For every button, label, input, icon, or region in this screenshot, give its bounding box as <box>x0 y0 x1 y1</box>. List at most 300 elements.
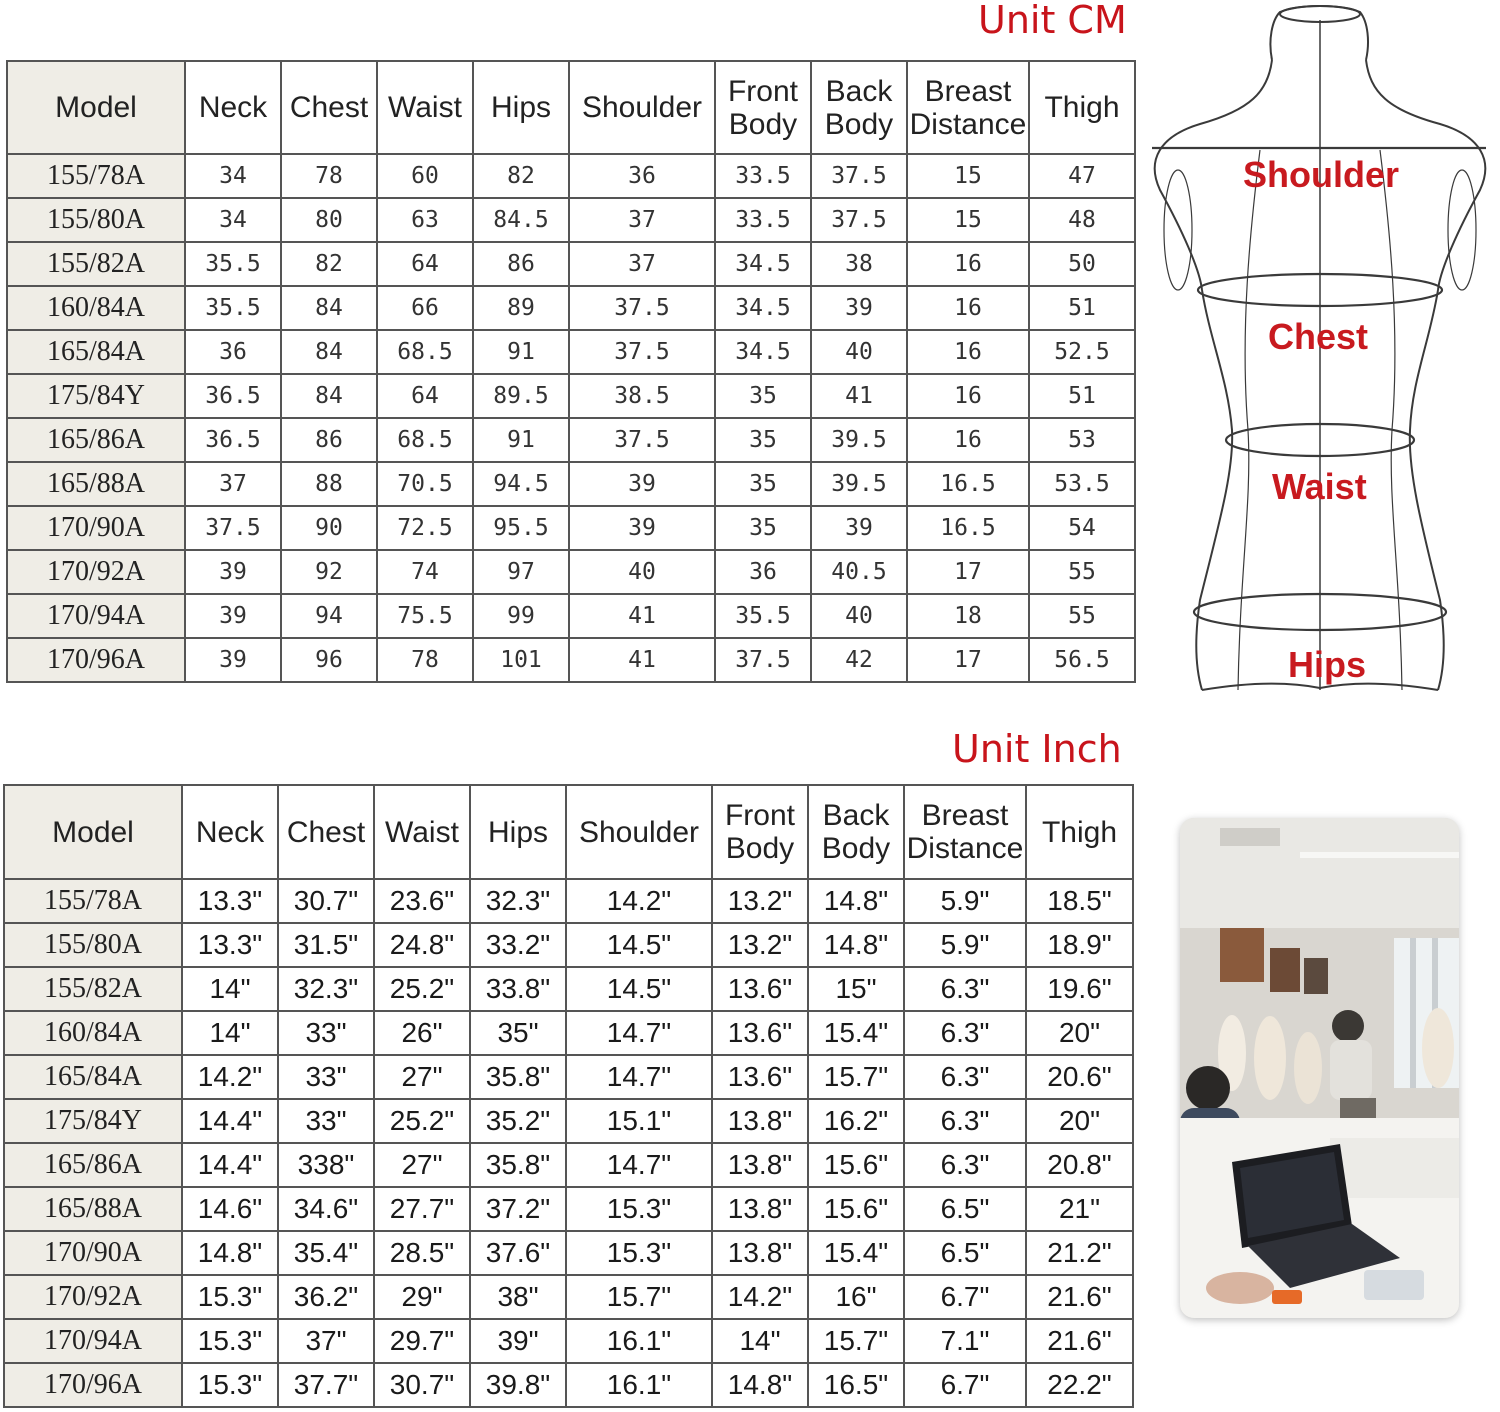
measurement-cell: 37 <box>569 198 715 242</box>
measurement-cell: 5.9" <box>904 879 1026 923</box>
measurement-cell: 64 <box>377 374 473 418</box>
measurement-cell: 35 <box>715 374 811 418</box>
workshop-photo <box>1180 818 1459 1318</box>
measurement-cell: 14" <box>712 1319 808 1363</box>
table-row <box>7 594 1135 638</box>
model-cell: 170/90A <box>4 1231 182 1275</box>
measurement-cell: 39 <box>185 638 281 682</box>
measurement-cell: 16.2" <box>808 1099 904 1143</box>
header-breast-distance-line2: Distance <box>906 832 1024 865</box>
measurement-cell: 66 <box>377 286 473 330</box>
header-waist: Waist <box>377 61 473 154</box>
measurement-cell: 95.5 <box>473 506 569 550</box>
measurement-cell: 32.3" <box>470 879 566 923</box>
header-model: Model <box>7 61 185 154</box>
measurement-cell: 16 <box>907 418 1029 462</box>
table-row <box>7 154 1135 198</box>
size-table-inch <box>3 784 1134 1408</box>
header-shoulder: Shoulder <box>566 785 712 879</box>
measurement-cell: 16.5 <box>907 506 1029 550</box>
measurement-cell: 35.5 <box>715 594 811 638</box>
model-cell: 170/92A <box>7 550 185 594</box>
table-row <box>7 506 1135 550</box>
header-thigh: Thigh <box>1029 61 1135 154</box>
measurement-cell: 20.6" <box>1026 1055 1133 1099</box>
model-cell: 155/78A <box>7 154 185 198</box>
measurement-cell: 34 <box>185 198 281 242</box>
measurement-cell: 40 <box>811 594 907 638</box>
measurement-cell: 6.3" <box>904 1055 1026 1099</box>
table-row <box>4 1011 1133 1055</box>
measurement-cell: 74 <box>377 550 473 594</box>
measurement-cell: 39.8" <box>470 1363 566 1407</box>
measurement-cell: 14.7" <box>566 1055 712 1099</box>
measurement-cell: 33" <box>278 1011 374 1055</box>
measurement-cell: 48 <box>1029 198 1135 242</box>
measurement-cell: 37.5 <box>185 506 281 550</box>
header-hips: Hips <box>470 785 566 879</box>
measurement-cell: 23.6" <box>374 879 470 923</box>
table-row <box>7 462 1135 506</box>
model-cell: 155/80A <box>7 198 185 242</box>
measurement-cell: 33.2" <box>470 923 566 967</box>
measurement-cell: 31.5" <box>278 923 374 967</box>
measurement-cell: 14.8" <box>808 879 904 923</box>
measurement-cell: 14.8" <box>182 1231 278 1275</box>
mannequin-label-shoulder: Shoulder <box>1243 154 1400 195</box>
measurement-cell: 39" <box>470 1319 566 1363</box>
model-cell: 170/92A <box>4 1275 182 1319</box>
measurement-cell: 52.5 <box>1029 330 1135 374</box>
measurement-cell: 27" <box>374 1143 470 1187</box>
measurement-cell: 39.5 <box>811 418 907 462</box>
measurement-cell: 30.7" <box>374 1363 470 1407</box>
model-cell: 170/90A <box>7 506 185 550</box>
measurement-cell: 63 <box>377 198 473 242</box>
measurement-cell: 97 <box>473 550 569 594</box>
header-front-body-line1: Front <box>727 74 799 108</box>
header-waist: Waist <box>374 785 470 879</box>
measurement-cell: 37.5 <box>811 198 907 242</box>
measurement-cell: 35.2" <box>470 1099 566 1143</box>
measurement-cell: 13.8" <box>712 1143 808 1187</box>
table-row <box>7 374 1135 418</box>
measurement-cell: 17 <box>907 638 1029 682</box>
measurement-cell: 37.5 <box>811 154 907 198</box>
table-header-row <box>4 785 1133 879</box>
measurement-cell: 51 <box>1029 286 1135 330</box>
measurement-cell: 15.3" <box>566 1231 712 1275</box>
measurement-cell: 338" <box>278 1143 374 1187</box>
measurement-cell: 16 <box>907 374 1029 418</box>
table-row <box>4 1363 1133 1407</box>
measurement-cell: 14" <box>182 967 278 1011</box>
measurement-cell: 18.9" <box>1026 923 1133 967</box>
measurement-cell: 96 <box>281 638 377 682</box>
measurement-cell: 25.2" <box>374 1099 470 1143</box>
measurement-cell: 35.8" <box>470 1143 566 1187</box>
header-front-body <box>712 785 808 879</box>
measurement-cell: 6.3" <box>904 1143 1026 1187</box>
measurement-cell: 20.8" <box>1026 1143 1133 1187</box>
measurement-cell: 35 <box>715 506 811 550</box>
measurement-cell: 14.4" <box>182 1099 278 1143</box>
table-row <box>4 1187 1133 1231</box>
measurement-cell: 36 <box>569 154 715 198</box>
table-row <box>7 418 1135 462</box>
measurement-cell: 21.6" <box>1026 1319 1133 1363</box>
table-row <box>7 330 1135 374</box>
measurement-cell: 37.2" <box>470 1187 566 1231</box>
measurement-cell: 34.5 <box>715 330 811 374</box>
measurement-cell: 68.5 <box>377 330 473 374</box>
table-row <box>4 1231 1133 1275</box>
measurement-cell: 15.3" <box>566 1187 712 1231</box>
measurement-cell: 13.6" <box>712 1055 808 1099</box>
measurement-cell: 41 <box>569 638 715 682</box>
measurement-cell: 33.5 <box>715 154 811 198</box>
measurement-cell: 13.6" <box>712 1011 808 1055</box>
measurement-cell: 39 <box>811 286 907 330</box>
measurement-cell: 13.6" <box>712 967 808 1011</box>
header-breast-distance <box>907 61 1029 154</box>
header-front-body-line2: Body <box>725 832 795 865</box>
header-front-body-line1: Front <box>724 799 796 832</box>
measurement-cell: 40 <box>811 330 907 374</box>
measurement-cell: 89 <box>473 286 569 330</box>
measurement-cell: 18 <box>907 594 1029 638</box>
mannequin-label-chest: Chest <box>1268 316 1369 357</box>
measurement-cell: 30.7" <box>278 879 374 923</box>
model-cell: 170/94A <box>4 1319 182 1363</box>
measurement-cell: 27.7" <box>374 1187 470 1231</box>
table-body-cm <box>7 154 1135 682</box>
measurement-cell: 40.5 <box>811 550 907 594</box>
measurement-cell: 24.8" <box>374 923 470 967</box>
measurement-cell: 36.5 <box>185 374 281 418</box>
header-neck: Neck <box>182 785 278 879</box>
table-row <box>4 967 1133 1011</box>
measurement-cell: 51 <box>1029 374 1135 418</box>
measurement-cell: 37.5 <box>569 286 715 330</box>
measurement-cell: 18.5" <box>1026 879 1133 923</box>
measurement-cell: 15 <box>907 154 1029 198</box>
table-row <box>7 550 1135 594</box>
measurement-cell: 16.1" <box>566 1319 712 1363</box>
measurement-cell: 37.5 <box>569 418 715 462</box>
measurement-cell: 56.5 <box>1029 638 1135 682</box>
measurement-cell: 13.3" <box>182 879 278 923</box>
header-breast-distance-line2: Distance <box>909 107 1027 141</box>
measurement-cell: 19.6" <box>1026 967 1133 1011</box>
measurement-cell: 47 <box>1029 154 1135 198</box>
measurement-cell: 37.5 <box>569 330 715 374</box>
measurement-cell: 16 <box>907 286 1029 330</box>
header-front-body-line2: Body <box>728 107 798 141</box>
measurement-cell: 33.8" <box>470 967 566 1011</box>
mannequin-label-waist: Waist <box>1272 466 1367 507</box>
measurement-cell: 16 <box>907 242 1029 286</box>
measurement-cell: 16.5 <box>907 462 1029 506</box>
measurement-cell: 25.2" <box>374 967 470 1011</box>
measurement-cell: 39 <box>811 506 907 550</box>
measurement-cell: 84 <box>281 330 377 374</box>
measurement-cell: 15.3" <box>182 1319 278 1363</box>
table-row <box>7 198 1135 242</box>
measurement-cell: 14.7" <box>566 1143 712 1187</box>
measurement-cell: 92 <box>281 550 377 594</box>
measurement-cell: 14.4" <box>182 1143 278 1187</box>
unit-cm-title: Unit CM <box>978 0 1127 42</box>
table-row <box>7 638 1135 682</box>
table-row <box>4 1055 1133 1099</box>
measurement-cell: 6.3" <box>904 1099 1026 1143</box>
measurement-cell: 86 <box>473 242 569 286</box>
model-cell: 155/78A <box>4 879 182 923</box>
model-cell: 155/82A <box>4 967 182 1011</box>
measurement-cell: 16.5" <box>808 1363 904 1407</box>
measurement-cell: 32.3" <box>278 967 374 1011</box>
model-cell: 165/88A <box>4 1187 182 1231</box>
header-shoulder: Shoulder <box>569 61 715 154</box>
measurement-cell: 14.2" <box>566 879 712 923</box>
header-back-body-line1: Back <box>825 74 893 108</box>
model-cell: 155/82A <box>7 242 185 286</box>
measurement-cell: 20" <box>1026 1099 1133 1143</box>
measurement-cell: 37" <box>278 1319 374 1363</box>
measurement-cell: 80 <box>281 198 377 242</box>
measurement-cell: 29" <box>374 1275 470 1319</box>
measurement-cell: 41 <box>811 374 907 418</box>
model-cell: 165/86A <box>7 418 185 462</box>
measurement-cell: 21" <box>1026 1187 1133 1231</box>
model-cell: 175/84Y <box>4 1099 182 1143</box>
measurement-cell: 35.5 <box>185 286 281 330</box>
measurement-cell: 34 <box>185 154 281 198</box>
header-model: Model <box>4 785 182 879</box>
measurement-cell: 37 <box>569 242 715 286</box>
measurement-cell: 94 <box>281 594 377 638</box>
table-header-row <box>7 61 1135 154</box>
measurement-cell: 13.2" <box>712 923 808 967</box>
measurement-cell: 39 <box>569 506 715 550</box>
model-cell: 170/96A <box>7 638 185 682</box>
measurement-cell: 35.5 <box>185 242 281 286</box>
measurement-cell: 70.5 <box>377 462 473 506</box>
measurement-cell: 6.5" <box>904 1231 1026 1275</box>
measurement-cell: 14.5" <box>566 923 712 967</box>
measurement-cell: 35 <box>715 418 811 462</box>
header-hips: Hips <box>473 61 569 154</box>
measurement-cell: 64 <box>377 242 473 286</box>
header-back-body-line2: Body <box>824 107 894 141</box>
header-breast-distance <box>904 785 1026 879</box>
measurement-cell: 7.1" <box>904 1319 1026 1363</box>
measurement-cell: 15.3" <box>182 1275 278 1319</box>
measurement-cell: 91 <box>473 418 569 462</box>
measurement-cell: 14.8" <box>808 923 904 967</box>
measurement-cell: 78 <box>377 638 473 682</box>
measurement-cell: 15.3" <box>182 1363 278 1407</box>
size-table-cm <box>6 60 1136 683</box>
measurement-cell: 55 <box>1029 594 1135 638</box>
model-cell: 170/96A <box>4 1363 182 1407</box>
measurement-cell: 6.3" <box>904 1011 1026 1055</box>
measurement-cell: 94.5 <box>473 462 569 506</box>
measurement-cell: 37.5 <box>715 638 811 682</box>
measurement-cell: 29.7" <box>374 1319 470 1363</box>
table-row <box>7 242 1135 286</box>
measurement-cell: 101 <box>473 638 569 682</box>
measurement-cell: 90 <box>281 506 377 550</box>
model-cell: 160/84A <box>4 1011 182 1055</box>
measurement-cell: 14.7" <box>566 1011 712 1055</box>
measurement-cell: 14.2" <box>182 1055 278 1099</box>
table-row <box>4 1099 1133 1143</box>
model-cell: 165/84A <box>4 1055 182 1099</box>
measurement-cell: 35 <box>715 462 811 506</box>
model-cell: 165/84A <box>7 330 185 374</box>
measurement-cell: 36.2" <box>278 1275 374 1319</box>
measurement-cell: 15.7" <box>808 1319 904 1363</box>
measurement-cell: 78 <box>281 154 377 198</box>
measurement-cell: 14.6" <box>182 1187 278 1231</box>
measurement-cell: 13.2" <box>712 879 808 923</box>
header-back-body <box>811 61 907 154</box>
measurement-cell: 39 <box>185 550 281 594</box>
measurement-cell: 15" <box>808 967 904 1011</box>
measurement-cell: 37.6" <box>470 1231 566 1275</box>
measurement-cell: 28.5" <box>374 1231 470 1275</box>
measurement-cell: 14.5" <box>566 967 712 1011</box>
measurement-cell: 89.5 <box>473 374 569 418</box>
mannequin-label-hips: Hips <box>1288 644 1367 685</box>
measurement-cell: 68.5 <box>377 418 473 462</box>
measurement-cell: 15.4" <box>808 1011 904 1055</box>
measurement-cell: 88 <box>281 462 377 506</box>
measurement-cell: 27" <box>374 1055 470 1099</box>
measurement-cell: 39 <box>569 462 715 506</box>
measurement-cell: 22.2" <box>1026 1363 1133 1407</box>
model-cell: 155/80A <box>4 923 182 967</box>
measurement-cell: 40 <box>569 550 715 594</box>
measurement-cell: 21.6" <box>1026 1275 1133 1319</box>
measurement-cell: 36.5 <box>185 418 281 462</box>
table-row <box>4 1275 1133 1319</box>
measurement-cell: 13.8" <box>712 1231 808 1275</box>
unit-inch-title: Unit Inch <box>952 727 1122 771</box>
measurement-cell: 33" <box>278 1055 374 1099</box>
measurement-cell: 20" <box>1026 1011 1133 1055</box>
measurement-cell: 41 <box>569 594 715 638</box>
header-back-body <box>808 785 904 879</box>
measurement-cell: 14.8" <box>712 1363 808 1407</box>
model-cell: 175/84Y <box>7 374 185 418</box>
model-cell: 170/94A <box>7 594 185 638</box>
measurement-cell: 15.1" <box>566 1099 712 1143</box>
measurement-cell: 35.8" <box>470 1055 566 1099</box>
measurement-cell: 35" <box>470 1011 566 1055</box>
measurement-cell: 53.5 <box>1029 462 1135 506</box>
model-cell: 165/86A <box>4 1143 182 1187</box>
header-neck: Neck <box>185 61 281 154</box>
model-cell: 160/84A <box>7 286 185 330</box>
measurement-cell: 15.7" <box>808 1055 904 1099</box>
measurement-cell: 34.5 <box>715 242 811 286</box>
measurement-cell: 55 <box>1029 550 1135 594</box>
table-row <box>4 1143 1133 1187</box>
measurement-cell: 6.7" <box>904 1275 1026 1319</box>
header-back-body-line2: Body <box>821 832 891 865</box>
measurement-cell: 91 <box>473 330 569 374</box>
measurement-cell: 54 <box>1029 506 1135 550</box>
table-row <box>4 879 1133 923</box>
measurement-cell: 26" <box>374 1011 470 1055</box>
measurement-cell: 36 <box>185 330 281 374</box>
measurement-cell: 35.4" <box>278 1231 374 1275</box>
measurement-cell: 84.5 <box>473 198 569 242</box>
measurement-cell: 50 <box>1029 242 1135 286</box>
measurement-cell: 13.8" <box>712 1187 808 1231</box>
measurement-cell: 53 <box>1029 418 1135 462</box>
measurement-cell: 34.6" <box>278 1187 374 1231</box>
measurement-cell: 37.7" <box>278 1363 374 1407</box>
measurement-cell: 6.3" <box>904 967 1026 1011</box>
table-body-inch <box>4 879 1133 1407</box>
header-front-body <box>715 61 811 154</box>
measurement-cell: 84 <box>281 286 377 330</box>
measurement-cell: 36 <box>715 550 811 594</box>
header-breast-distance-line1: Breast <box>921 799 1009 832</box>
measurement-cell: 14.2" <box>712 1275 808 1319</box>
measurement-cell: 13.3" <box>182 923 278 967</box>
measurement-cell: 75.5 <box>377 594 473 638</box>
measurement-cell: 60 <box>377 154 473 198</box>
header-breast-distance-line1: Breast <box>924 74 1012 108</box>
measurement-cell: 15.4" <box>808 1231 904 1275</box>
measurement-cell: 16 <box>907 330 1029 374</box>
measurement-cell: 99 <box>473 594 569 638</box>
measurement-cell: 33.5 <box>715 198 811 242</box>
measurement-cell: 38 <box>811 242 907 286</box>
header-thigh: Thigh <box>1026 785 1133 879</box>
measurement-cell: 15 <box>907 198 1029 242</box>
measurement-cell: 37 <box>185 462 281 506</box>
model-cell: 165/88A <box>7 462 185 506</box>
measurement-cell: 86 <box>281 418 377 462</box>
measurement-cell: 72.5 <box>377 506 473 550</box>
measurement-cell: 17 <box>907 550 1029 594</box>
measurement-cell: 15.6" <box>808 1187 904 1231</box>
table-row <box>4 923 1133 967</box>
measurement-cell: 34.5 <box>715 286 811 330</box>
measurement-cell: 6.5" <box>904 1187 1026 1231</box>
table-row <box>7 286 1135 330</box>
measurement-cell: 33" <box>278 1099 374 1143</box>
measurement-cell: 5.9" <box>904 923 1026 967</box>
measurement-cell: 16" <box>808 1275 904 1319</box>
measurement-cell: 15.6" <box>808 1143 904 1187</box>
table-row <box>4 1319 1133 1363</box>
measurement-cell: 14" <box>182 1011 278 1055</box>
measurement-cell: 21.2" <box>1026 1231 1133 1275</box>
measurement-cell: 82 <box>473 154 569 198</box>
header-back-body-line1: Back <box>822 799 890 832</box>
measurement-cell: 6.7" <box>904 1363 1026 1407</box>
measurement-cell: 38" <box>470 1275 566 1319</box>
measurement-cell: 38.5 <box>569 374 715 418</box>
measurement-cell: 82 <box>281 242 377 286</box>
